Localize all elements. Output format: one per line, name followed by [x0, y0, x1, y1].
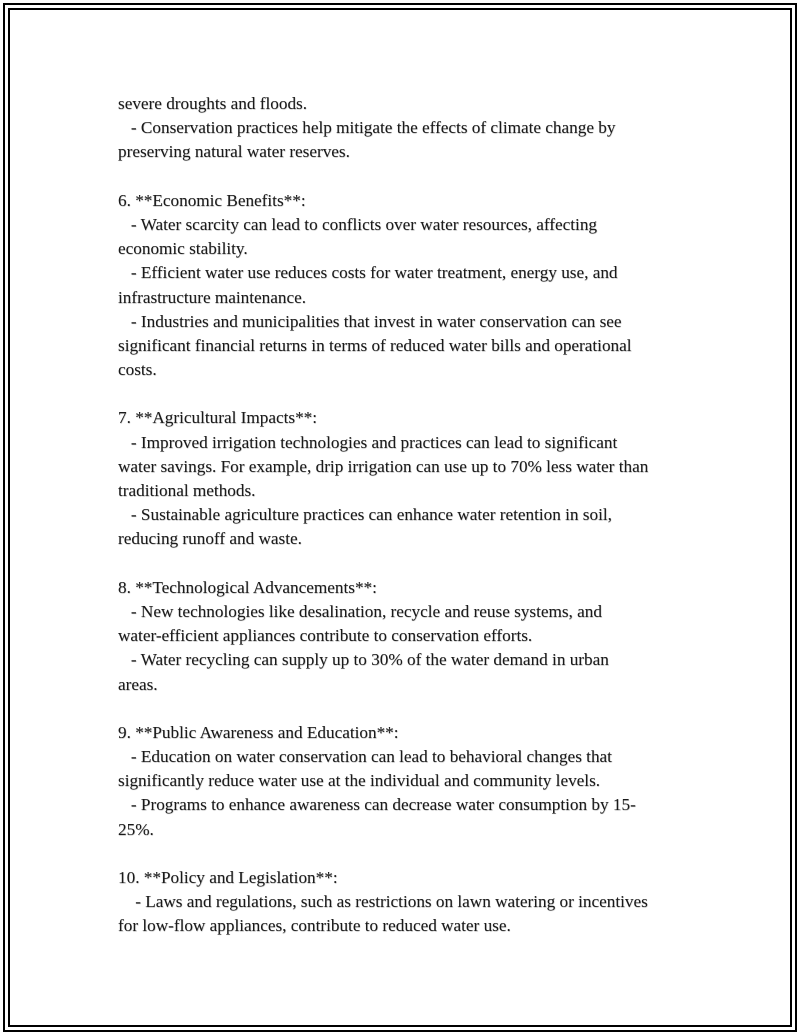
text-line: significantly reduce water use at the individual and community levels.: [118, 771, 601, 791]
text-line: costs.: [118, 360, 157, 380]
text-line: reducing runoff and waste.: [118, 529, 302, 549]
text-line: severe droughts and floods.: [118, 94, 308, 113]
text-line: - Conservation practices help mitigate the effects of climate change by: [118, 118, 616, 138]
text-line: - New technologies like desalination, recycle and reuse systems, and: [118, 601, 602, 621]
blank-line: [118, 842, 708, 866]
text-line: - Education on water conservation can lead to behavioral changes that: [118, 747, 612, 767]
text-line: - Industries and municipalities that invest in water conservation can see: [118, 311, 622, 331]
text-line: traditional methods.: [118, 481, 256, 500]
text-line: infrastructure maintenance.: [118, 287, 307, 307]
text-line: - Water recycling can supply up to 30% of the water demand in urban: [118, 650, 609, 670]
text-line: preserving natural water reserves.: [118, 142, 350, 162]
text-line: 25%.: [118, 819, 154, 839]
blank-line: [118, 552, 708, 576]
blank-line: [118, 382, 708, 406]
blank-line: [118, 697, 708, 721]
section-heading-agricultural-impacts: 7. **Agricultural Impacts**:: [118, 408, 318, 428]
section-heading-public-awareness: 9. **Public Awareness and Education**:: [118, 722, 399, 742]
text-line: - Improved irrigation technologies and practices can lead to significant: [118, 432, 618, 452]
text-line: - Laws and regulations, such as restrictions on lawn watering or incentives: [118, 892, 648, 912]
blank-line: [118, 165, 708, 189]
section-heading-technological-advancements: 8. **Technological Advancements**:: [118, 577, 377, 597]
text-line: significant financial returns in terms of reduced water bills and operational: [118, 335, 632, 355]
section-heading-economic-benefits: 6. **Economic Benefits**:: [118, 190, 306, 210]
text-line: water-efficient appliances contribute to conservation efforts.: [118, 626, 533, 646]
text-line: - Programs to enhance awareness can decrease water consumption by 15-: [118, 795, 636, 815]
text-line: economic stability.: [118, 239, 248, 259]
text-line: - Sustainable agriculture practices can enhance water retention in soil,: [118, 505, 612, 525]
text-line: - Water scarcity can lead to conflicts over water resources, affecting: [118, 214, 598, 234]
text-line: for low-flow appliances, contribute to reduced water use.: [118, 916, 511, 936]
text-line: - Efficient water use reduces costs for water treatment, energy use, and: [118, 263, 618, 283]
section-heading-policy-legislation: 10. **Policy and Legislation**:: [118, 868, 338, 887]
text-line: areas.: [118, 674, 158, 694]
document-body: [118, 92, 708, 939]
text-line: water savings. For example, drip irrigation can use up to 70% less water than: [118, 456, 649, 476]
